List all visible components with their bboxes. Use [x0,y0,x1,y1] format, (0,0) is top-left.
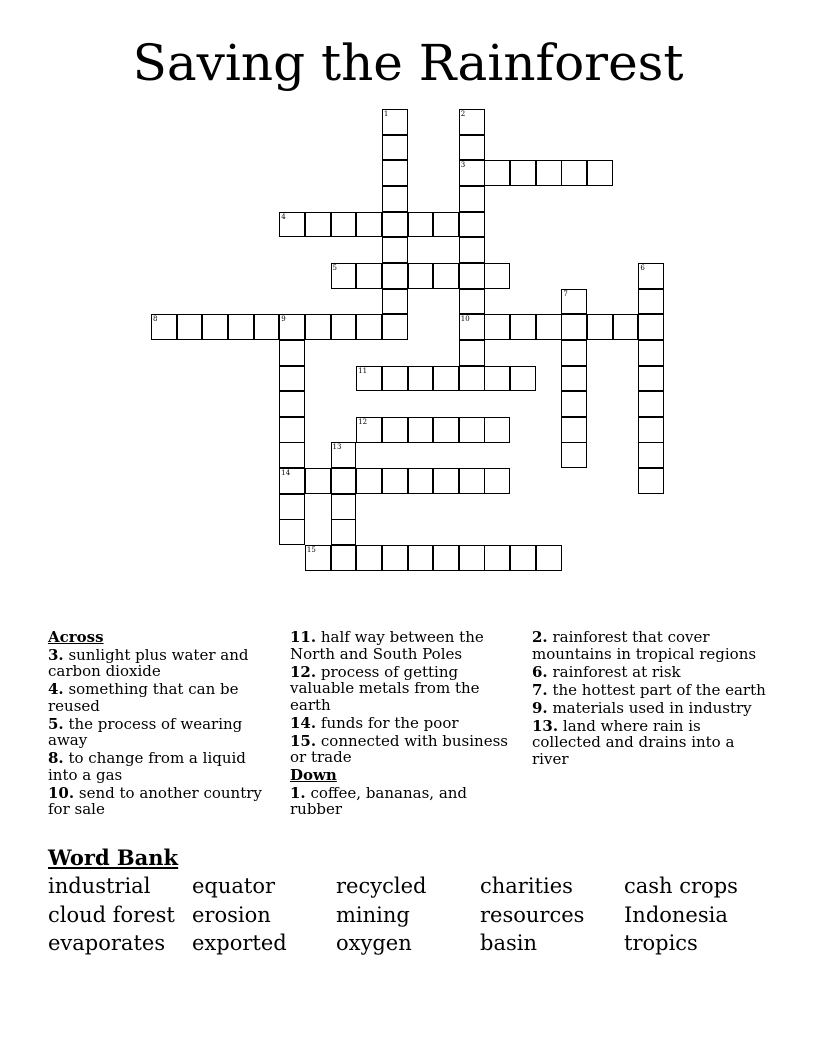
grid-cell[interactable] [331,314,357,340]
grid-cell[interactable] [254,314,280,340]
grid-cell[interactable] [613,314,639,340]
word-bank-item: mining [336,902,410,927]
grid-cell[interactable] [459,340,485,366]
grid-cell[interactable] [279,314,305,340]
grid-cell[interactable] [408,545,434,571]
clue-number: 11 [358,366,368,375]
grid-cell[interactable] [202,314,228,340]
clue-number: 1 [383,110,389,118]
grid-cell[interactable] [484,468,510,494]
grid-cell[interactable] [459,109,485,135]
word-bank-item: erosion [192,902,271,927]
clue-column-3 [532,629,772,769]
clue-across-5: 5. the process of wearing away [48,714,243,749]
page-title: Saving the Rainforest [132,34,684,92]
grid-cell[interactable] [484,417,510,443]
word-bank-item: oxygen [336,931,412,955]
clue-number: 3 [460,161,466,170]
grid-cell[interactable] [484,263,510,289]
grid-cell[interactable] [382,135,408,161]
clue-down-7: 7. the hottest part of the earth [532,680,766,699]
grid-cell[interactable] [279,366,305,392]
clue-across-3: 3. sunlight plus water and carbon dioxide [48,645,249,680]
grid-cell[interactable] [433,545,459,571]
clue-number: 13 [332,443,342,452]
clue-across-4: 4. something that can be reused [48,680,239,715]
grid-cell[interactable] [356,366,382,392]
clue-across-8: 8. to change from a liquid into a gas [48,749,246,784]
grid-cell[interactable] [382,212,408,238]
grid-cell[interactable] [279,212,305,238]
word-bank-item: exported [192,931,287,955]
grid-cell[interactable] [433,263,459,289]
word-bank-item: cash crops [624,874,738,898]
grid-cell[interactable] [459,135,485,161]
clue-number: 8 [153,315,158,324]
grid-cell[interactable] [459,468,485,494]
grid-cell[interactable] [177,314,203,340]
grid-cell[interactable] [561,391,587,417]
grid-cell[interactable] [510,545,536,571]
clue-across-12: 12. process of getting valuable metals from the earth [290,662,480,714]
grid-cell[interactable] [459,366,485,392]
grid-cell[interactable] [382,109,408,135]
grid-cell[interactable] [536,314,562,340]
grid-cell[interactable] [305,468,331,494]
grid-cell[interactable] [279,519,305,545]
clue-number: 14 [281,469,291,478]
clue-number: 2 [460,110,466,118]
clue-number: 6 [640,263,645,272]
grid-cell[interactable] [356,468,382,494]
grid-cell[interactable] [279,468,305,494]
grid-cell[interactable] [382,545,408,571]
grid-cell[interactable] [561,289,587,315]
grid-cell[interactable] [510,314,536,340]
clue-number: 4 [281,212,286,221]
clue-down-2: 2. rainforest that cover mountains in tropical regions [532,628,757,663]
down-heading: Down [290,766,337,784]
grid-cell[interactable] [638,417,664,443]
grid-cell[interactable] [459,212,485,238]
grid-cell[interactable] [510,160,536,186]
grid-cell[interactable] [356,314,382,340]
grid-cell[interactable] [305,545,331,571]
grid-cell[interactable] [408,468,434,494]
grid-cell[interactable] [331,545,357,571]
clue-across-10: 10. send to another country for sale [48,783,262,818]
grid-cell[interactable] [228,314,254,340]
grid-cell[interactable] [382,289,408,315]
grid-cell[interactable] [561,160,587,186]
grid-cell[interactable] [484,160,510,186]
clue-number: 9 [281,315,286,324]
grid-cell[interactable] [484,545,510,571]
grid-cell[interactable] [587,160,613,186]
grid-cell[interactable] [561,340,587,366]
grid-cell[interactable] [279,417,305,443]
grid-cell[interactable] [459,314,485,340]
grid-cell[interactable] [331,494,357,520]
clue-number: 10 [460,315,470,324]
grid-cell[interactable] [561,314,587,340]
word-bank-item: industrial [48,874,151,898]
grid-cell[interactable] [305,212,331,238]
word-bank-title: Word Bank [48,845,179,870]
clue-across-14: 14. funds for the poor [290,713,459,732]
clue-number: 5 [332,263,338,272]
grid-cell[interactable] [638,289,664,315]
grid-cell[interactable] [459,237,485,263]
grid-cell[interactable] [382,160,408,186]
grid-cell[interactable] [305,314,331,340]
grid-cell[interactable] [561,417,587,443]
word-bank-item: recycled [336,874,427,898]
word-bank-item: cloud forest [48,902,175,927]
grid-cell[interactable] [536,545,562,571]
grid-cell[interactable] [536,160,562,186]
grid-cell[interactable] [408,366,434,392]
grid-cell[interactable] [151,314,177,340]
grid-cell[interactable] [356,545,382,571]
grid-cell[interactable] [587,314,613,340]
grid-cell[interactable] [433,417,459,443]
word-bank [48,873,768,959]
grid-cell[interactable] [382,366,408,392]
clue-column-2 [290,629,522,819]
grid-cell[interactable] [279,494,305,520]
grid-cell[interactable] [459,417,485,443]
grid-cell[interactable] [459,263,485,289]
grid-cell[interactable] [638,468,664,494]
grid-cell[interactable] [331,442,357,468]
grid-cell[interactable] [279,340,305,366]
grid-cell[interactable] [382,314,408,340]
clue-down-9: 9. materials used in industry [532,698,752,717]
grid-cell[interactable] [459,186,485,212]
word-bank-item: evaporates [48,931,166,955]
grid-cell[interactable] [638,340,664,366]
grid-cell[interactable] [356,417,382,443]
word-bank-item: tropics [624,931,698,955]
grid-cell[interactable] [484,314,510,340]
word-bank-item: Indonesia [624,902,728,927]
grid-cell[interactable] [433,366,459,392]
grid-cell[interactable] [408,263,434,289]
grid-cell[interactable] [459,545,485,571]
word-bank-item: equator [192,874,276,898]
grid-cell[interactable] [561,366,587,392]
grid-cell[interactable] [382,186,408,212]
grid-cell[interactable] [279,442,305,468]
word-bank-item: resources [480,902,585,927]
clue-down-6: 6. rainforest at risk [532,662,681,681]
grid-cell[interactable] [408,212,434,238]
grid-cell[interactable] [356,212,382,238]
word-bank-item: charities [480,874,573,898]
clue-across-11: 11. half way between the North and South Poles [290,628,484,663]
grid-cell[interactable] [510,366,536,392]
grid-cell[interactable] [382,237,408,263]
grid-cell[interactable] [382,263,408,289]
grid-cell[interactable] [382,417,408,443]
grid-cell[interactable] [638,391,664,417]
grid-cell[interactable] [408,417,434,443]
word-bank-item: basin [480,931,537,955]
clue-column-1 [48,629,278,819]
grid-cell[interactable] [279,391,305,417]
grid-cell[interactable] [433,468,459,494]
clue-across-15: 15. connected with business or trade [290,731,508,766]
grid-cell[interactable] [638,442,664,468]
grid-cell[interactable] [433,212,459,238]
grid-cell[interactable] [638,263,664,289]
clue-number: 7 [563,289,568,298]
grid-cell[interactable] [484,366,510,392]
grid-cell[interactable] [356,263,382,289]
grid-cell[interactable] [638,366,664,392]
grid-cell[interactable] [561,442,587,468]
grid-cell[interactable] [331,468,357,494]
clue-down-13: 13. land where rain is collected and drains into a river [532,716,735,768]
grid-cell[interactable] [459,160,485,186]
clue-number: 12 [358,417,368,426]
grid-cell[interactable] [331,212,357,238]
clue-number: 15 [306,546,316,555]
across-heading: Across [48,628,104,646]
grid-cell[interactable] [459,289,485,315]
grid-cell[interactable] [331,519,357,545]
grid-cell[interactable] [331,263,357,289]
clue-down-1: 1. coffee, bananas, and rubber [290,783,468,818]
grid-cell[interactable] [638,314,664,340]
grid-cell[interactable] [382,468,408,494]
